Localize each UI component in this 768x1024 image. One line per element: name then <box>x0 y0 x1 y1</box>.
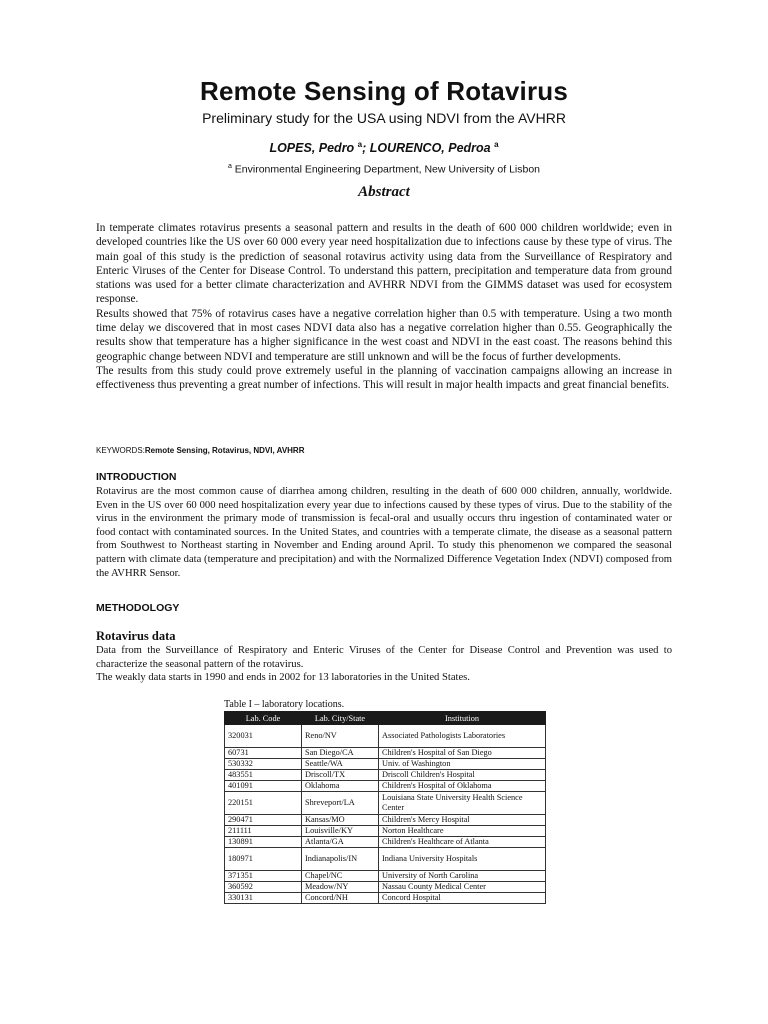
table-row <box>225 792 546 815</box>
introduction-heading: INTRODUCTION <box>96 471 177 483</box>
column-header: Lab. City/State <box>302 712 379 725</box>
institution-cell: Norton Healthcare <box>379 826 546 837</box>
lab-city-cell: Reno/NV <box>302 725 379 748</box>
table-header-row <box>225 712 546 725</box>
institution-cell: Indiana University Hospitals <box>379 848 546 871</box>
lab-code-cell: 220151 <box>225 792 302 815</box>
institution-cell: Children's Mercy Hospital <box>379 815 546 826</box>
lab-city-cell: Meadow/NY <box>302 882 379 893</box>
institution-cell: Driscoll Children's Hospital <box>379 770 546 781</box>
institution-cell: Concord Hospital <box>379 893 546 904</box>
lab-code-cell: 530332 <box>225 759 302 770</box>
lab-code-cell: 320031 <box>225 725 302 748</box>
column-header: Institution <box>379 712 546 725</box>
lab-city-cell: Louisville/KY <box>302 826 379 837</box>
lab-city-cell: Indianapolis/IN <box>302 848 379 871</box>
table-row <box>225 815 546 826</box>
laboratory-table <box>224 711 546 904</box>
abstract-heading: Abstract <box>358 184 410 200</box>
table-caption: Table I – laboratory locations. <box>224 699 345 710</box>
table-row <box>225 759 546 770</box>
table-body <box>225 725 546 904</box>
keywords <box>96 446 672 455</box>
author-line <box>0 140 768 155</box>
author-affil-mark: a <box>357 140 363 149</box>
abstract-body <box>96 221 672 393</box>
institution-cell: Associated Pathologists Laboratories <box>379 725 546 748</box>
lab-city-cell: Kansas/MO <box>302 815 379 826</box>
table-row <box>225 770 546 781</box>
methodology-paragraph: The weakly data starts in 1990 and ends in 2002 for 13 laboratories in the United States. <box>96 672 470 684</box>
institution-cell: Children's Healthcare of Atlanta <box>379 837 546 848</box>
keywords-value: Remote Sensing, Rotavirus, NDVI, AVHRR <box>144 446 305 455</box>
lab-code-cell: 290471 <box>225 815 302 826</box>
abstract-paragraph: The results from this study could prove extremely useful in the planning of vaccination campaigns allowing an increase in effectiveness thus preventing a great number of infections. This will result in major health impacts and great financial benefits. <box>96 364 672 392</box>
paper-subtitle: Preliminary study for the USA using NDVI from the AVHRR <box>202 110 566 126</box>
table-row <box>225 893 546 904</box>
lab-city-cell: Concord/NH <box>302 893 379 904</box>
author-lourenco: ; LOURENCO, Pedroa <box>362 141 495 156</box>
abstract-paragraph: Results showed that 75% of rotavirus cases have a negative correlation higher than 0.5 with temperature. Using a two month time delay we discovered that in most cases NDVI data also has a negative correlation higher than 0.55. Geographically the results show that temperature has a higher significance in the west coast and NDVI in the east coast. The reasons behind this geographic change between NDVI and temperature are still unknown and will be the focus of further developments. <box>96 307 672 363</box>
lab-city-cell: Oklahoma <box>302 781 379 792</box>
institution-cell: University of North Carolina <box>379 871 546 882</box>
lab-code-cell: 360592 <box>225 882 302 893</box>
lab-code-cell: 60731 <box>225 748 302 759</box>
lab-code-cell: 180971 <box>225 848 302 871</box>
methodology-paragraph: Data from the Surveillance of Respiratory and Enteric Viruses of the Center for Disease Control and Prevention was used to characterize the seasonal pattern of the rotavirus. <box>96 645 672 670</box>
lab-code-cell: 371351 <box>225 871 302 882</box>
lab-code-cell: 330131 <box>225 893 302 904</box>
table-row <box>225 725 546 748</box>
table-row <box>225 848 546 871</box>
methodology-heading: METHODOLOGY <box>96 602 180 614</box>
institution-cell: Louisiana State University Health Science Center <box>379 792 546 815</box>
lab-code-cell: 130891 <box>225 837 302 848</box>
institution-cell: Children's Hospital of Oklahoma <box>379 781 546 792</box>
institution-cell: Univ. of Washington <box>379 759 546 770</box>
table-row <box>225 826 546 837</box>
institution-cell: Nassau County Medical Center <box>379 882 546 893</box>
table-row <box>225 837 546 848</box>
table-row <box>225 781 546 792</box>
lab-code-cell: 483551 <box>225 770 302 781</box>
table-row <box>225 871 546 882</box>
lab-city-cell: Driscoll/TX <box>302 770 379 781</box>
affiliation-text: Environmental Engineering Department, New University of Lisbon <box>231 163 541 176</box>
column-header: Lab. Code <box>225 712 302 725</box>
table-row <box>225 882 546 893</box>
affiliation-mark: a <box>227 163 232 170</box>
rotavirus-data-heading: Rotavirus data <box>96 629 176 643</box>
lab-city-cell: Seattle/WA <box>302 759 379 770</box>
keywords-label: KEYWORDS: <box>96 446 145 455</box>
lab-city-cell: Shreveport/LA <box>302 792 379 815</box>
author-affil-mark-2: a <box>494 140 499 149</box>
affiliation <box>0 163 768 176</box>
abstract-paragraph: In temperate climates rotavirus presents a seasonal pattern and results in the death of 600 000 children worldwide; even in developed countries like the US over 60 000 every year need hospitalization due to infections cause by these type of virus. The main goal of this study is the prediction of seasonal rotavirus activity using data from the Surveillance of Respiratory and Enteric Viruses of the Center for Disease Control. To understand this pattern, precipitation and temperature data from ground stations was used for a better climate characterization and AVHRR NDVI from the GIMMS dataset was used for ecosystem response. <box>96 222 672 306</box>
paper-title: Remote Sensing of Rotavirus <box>199 76 569 106</box>
lab-city-cell: Atlanta/GA <box>302 837 379 848</box>
lab-code-cell: 401091 <box>225 781 302 792</box>
rotavirus-data-body <box>96 644 672 685</box>
author-lopes: LOPES, Pedro <box>269 141 358 156</box>
lab-city-cell: Chapel/NC <box>302 871 379 882</box>
lab-city-cell: San Diego/CA <box>302 748 379 759</box>
table-row <box>225 748 546 759</box>
lab-code-cell: 211111 <box>225 826 302 837</box>
institution-cell: Children's Hospital of San Diego <box>379 748 546 759</box>
introduction-text: Rotavirus are the most common cause of diarrhea among children, resulting in the death of 600 000 children, annually, worldwide. Even in the US over 60 000 need hospitalization every year due to infections caused by these types of virus. Due to the stability of the virus in the environment the primary mode of transmission is fecal-oral and usually occurs thru ingestion of contaminated water or food contact with contaminated sources. In the United States, and countries with a temperate climate, the disease as a seasonal pattern from Southwest to Northeast starting in November and Ending around April. To study this phenomenon we compared the seasonal pattern with climate data (temperature and precipitation) and with the Normalized Difference Vegetation Index (NDVI) composed from the AVHRR Sensor. <box>96 486 672 579</box>
